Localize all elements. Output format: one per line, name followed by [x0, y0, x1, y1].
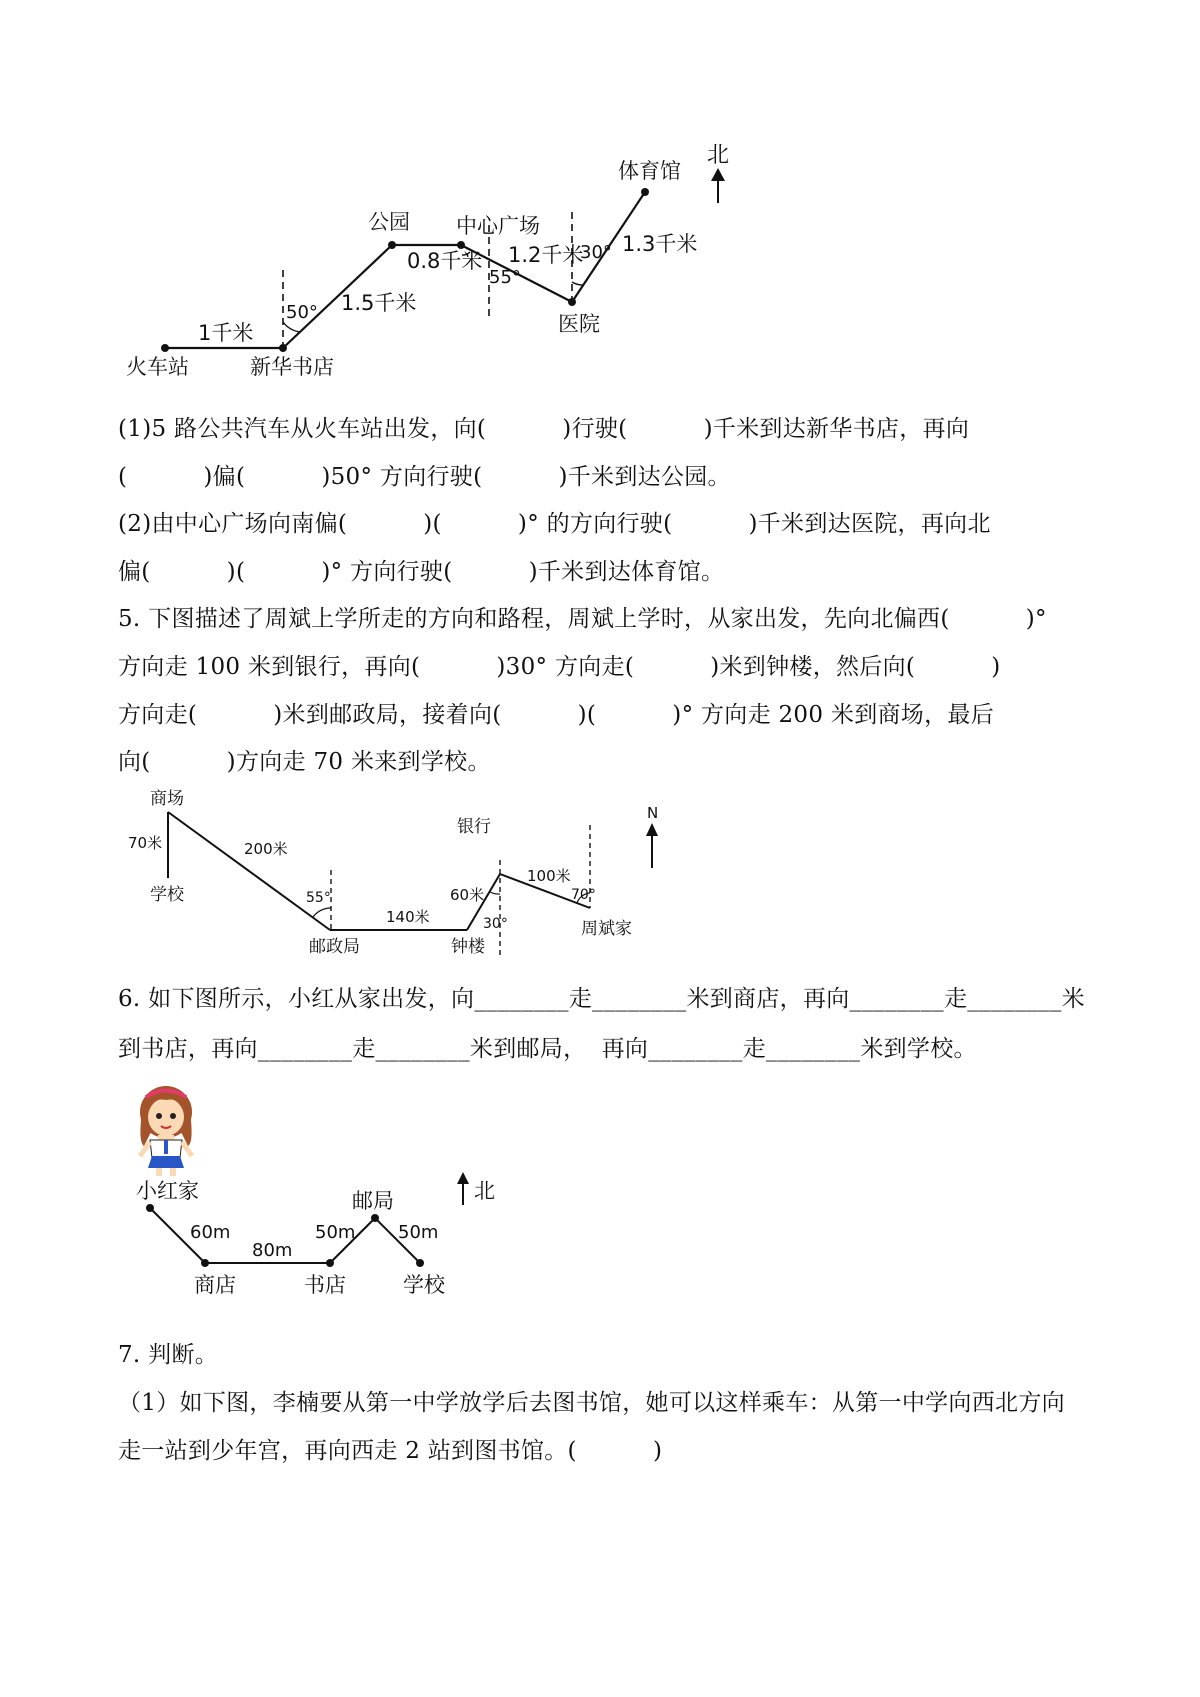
q5-line-3: 方向走( )米到邮政局，接着向( )( )° 方向走 200 米到商场，最后 [118, 702, 995, 728]
angle-label: 30° [580, 242, 612, 263]
q5-line-4: 向( )方向走 70 米来到学校。 [118, 749, 491, 775]
distance-label: 1千米 [198, 321, 254, 345]
place-label: 邮局 [352, 1189, 394, 1213]
route-map-figure-2 [0, 785, 1200, 965]
distance-label: 50m [315, 1222, 356, 1243]
angle-label: 30° [483, 916, 508, 932]
q7-line-1: （1）如下图，李楠要从第一中学放学后去图书馆，她可以这样乘车：从第一中学向西北方向 [118, 1390, 1065, 1416]
angle-label: 55° [306, 890, 331, 906]
angle-label: 70° [571, 887, 596, 903]
route-map-figure-1 [0, 130, 1200, 390]
distance-label: 1.3千米 [622, 232, 698, 256]
place-label: 学校 [150, 885, 184, 905]
place-label: 学校 [403, 1273, 445, 1297]
place-label: 体育馆 [618, 159, 681, 183]
place-label: 银行 [457, 817, 491, 837]
place-label: 商店 [194, 1273, 236, 1297]
q4-line-4: 偏( )( )° 方向行驶( )千米到达体育馆。 [118, 559, 725, 585]
distance-label: 70米 [128, 834, 163, 852]
angle-label: 55° [489, 267, 521, 288]
q4-line-2: ( )偏( )50° 方向行驶( )千米到达公园。 [118, 464, 731, 490]
distance-label: 200米 [244, 840, 288, 858]
q7-line-2: 走一站到少年宫，再向西走 2 站到图书馆。( ) [118, 1438, 663, 1464]
angle-label: 50° [286, 302, 318, 323]
distance-label: 1.2千米 [508, 243, 584, 267]
distance-label: 140米 [386, 908, 430, 926]
distance-label: 60米 [450, 886, 485, 904]
place-label: 医院 [558, 312, 600, 336]
q4-line-3: (2)由中心广场向南偏( )( )° 的方向行驶( )千米到达医院，再向北 [118, 511, 991, 537]
place-label: 商场 [150, 789, 184, 809]
place-label: 书店 [304, 1273, 346, 1297]
north-label: 北 [474, 1179, 495, 1203]
route-map-figure-3 [0, 1170, 1200, 1300]
place-label: 新华书店 [250, 355, 334, 379]
q6-line-2: 到书店，再向________走________米到邮局， 再向________走________米到学校。 [118, 1036, 977, 1062]
place-label: 中心广场 [456, 214, 540, 238]
place-label: 火车站 [126, 355, 189, 379]
place-label: 公园 [368, 210, 410, 234]
place-label: 小红家 [136, 1179, 199, 1203]
place-label: 周斌家 [581, 919, 632, 939]
q5-line-1: 5. 下图描述了周斌上学所走的方向和路程，周斌上学时，从家出发，先向北偏西( )° [118, 606, 1047, 632]
distance-label: 0.8千米 [407, 249, 483, 273]
place-label: 钟楼 [451, 937, 485, 957]
girl-illustration [130, 1082, 202, 1178]
north-label: N [647, 804, 659, 822]
distance-label: 1.5千米 [341, 291, 417, 315]
north-label: 北 [707, 143, 730, 168]
distance-label: 60m [190, 1222, 231, 1243]
q7-title: 7. 判断。 [118, 1342, 219, 1368]
distance-label: 80m [252, 1240, 293, 1261]
q5-line-2: 方向走 100 米到银行，再向( )30° 方向走( )米到钟楼，然后向( ) [118, 654, 1001, 680]
distance-label: 100米 [527, 867, 571, 885]
q4-line-1: (1)5 路公共汽车从火车站出发，向( )行驶( )千米到达新华书店，再向 [118, 416, 970, 442]
place-label: 邮政局 [309, 937, 360, 957]
q6-line-1: 6. 如下图所示，小红从家出发，向________走________米到商店，再向________走________米 [118, 986, 1085, 1012]
distance-label: 50m [398, 1222, 439, 1243]
